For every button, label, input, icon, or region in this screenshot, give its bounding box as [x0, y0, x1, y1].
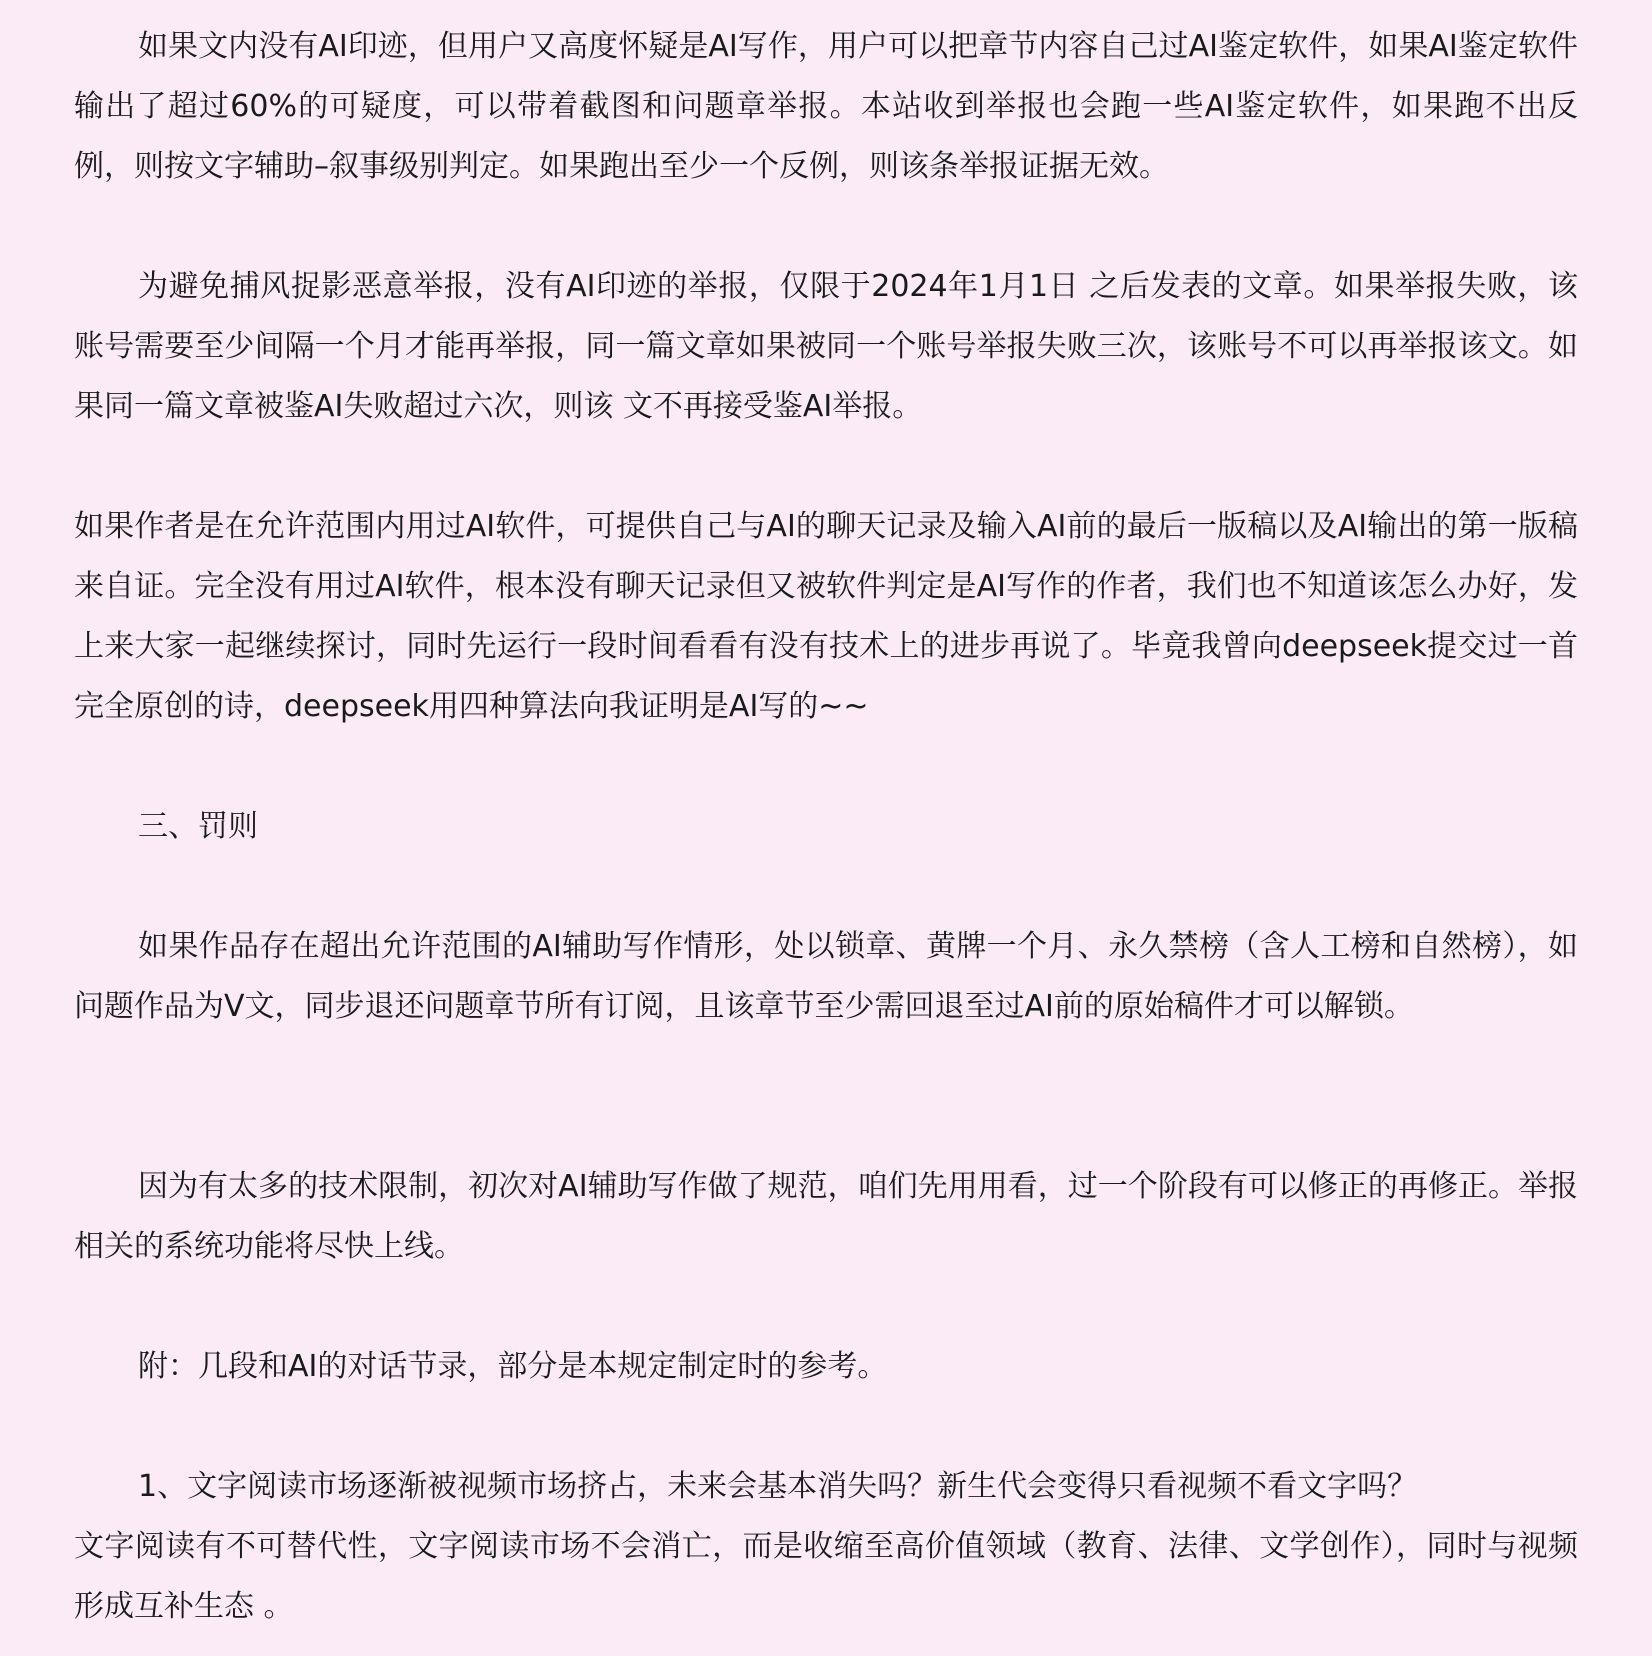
section-heading-penalties: 三、罚则	[138, 809, 258, 844]
paragraph-self-proof: 如果作者是在允许范围内用过AI软件，可提供自己与AI的聊天记录及输入AI前的最后一版稿以及AI输出的第一版稿来自证。完全没有用过AI软件，根本没有聊天记录但又被软件判定是AI写作的作者，我们也不知道该怎么办好，发上来大家一起继续探讨，同时先运行一段时间看看有没有技术上的进步再说了。毕竟我曾向deepseek提交过一首完全原创的诗，deepseek用四种算法向我证明是AI写的~~	[74, 509, 1578, 724]
paragraph-penalties: 如果作品存在超出允许范围的AI辅助写作情形，处以锁章、黄牌一个月、永久禁榜（含人工榜和自然榜），如问题作品为V文，同步退还问题章节所有订阅，且该章节至少需回退至过AI前的原始稿件才可以解锁。	[74, 929, 1578, 1024]
qa-block	[74, 1457, 1578, 1637]
paragraph-technical-limits: 因为有太多的技术限制，初次对AI辅助写作做了规范，咱们先用用看，过一个阶段有可以修正的再修正。举报相关的系统功能将尽快上线。	[74, 1169, 1578, 1264]
paragraph-report-limits: 为避免捕风捉影恶意举报，没有AI印迹的举报，仅限于2024年1月1日 之后发表的文章。如果举报失败，该账号需要至少间隔一个月才能再举报，同一篇文章如果被同一个账号举报失败三次，该账号不可以再举报该文。如果同一篇文章被鉴AI失败超过六次，则该 文不再接受鉴AI举报。	[74, 269, 1578, 424]
qa-question: 1、文字阅读市场逐渐被视频市场挤占，未来会基本消失吗？新生代会变得只看视频不看文字吗？	[138, 1469, 1418, 1504]
paragraph-appendix-note: 附：几段和AI的对话节录，部分是本规定制定时的参考。	[138, 1349, 888, 1384]
paragraph-ai-detection-report: 如果文内没有AI印迹，但用户又高度怀疑是AI写作，用户可以把章节内容自己过AI鉴定软件，如果AI鉴定软件输出了超过60%的可疑度，可以带着截图和问题章举报。本站收到举报也会跑一些AI鉴定软件，如果跑不出反例，则按文字辅助–叙事级别判定。如果跑出至少一个反例，则该条举报证据无效。	[74, 29, 1578, 184]
qa-answer: 文字阅读有不可替代性，文字阅读市场不会消亡，而是收缩至高价值领域（教育、法律、文学创作），同时与视频形成互补生态 。	[74, 1529, 1578, 1624]
